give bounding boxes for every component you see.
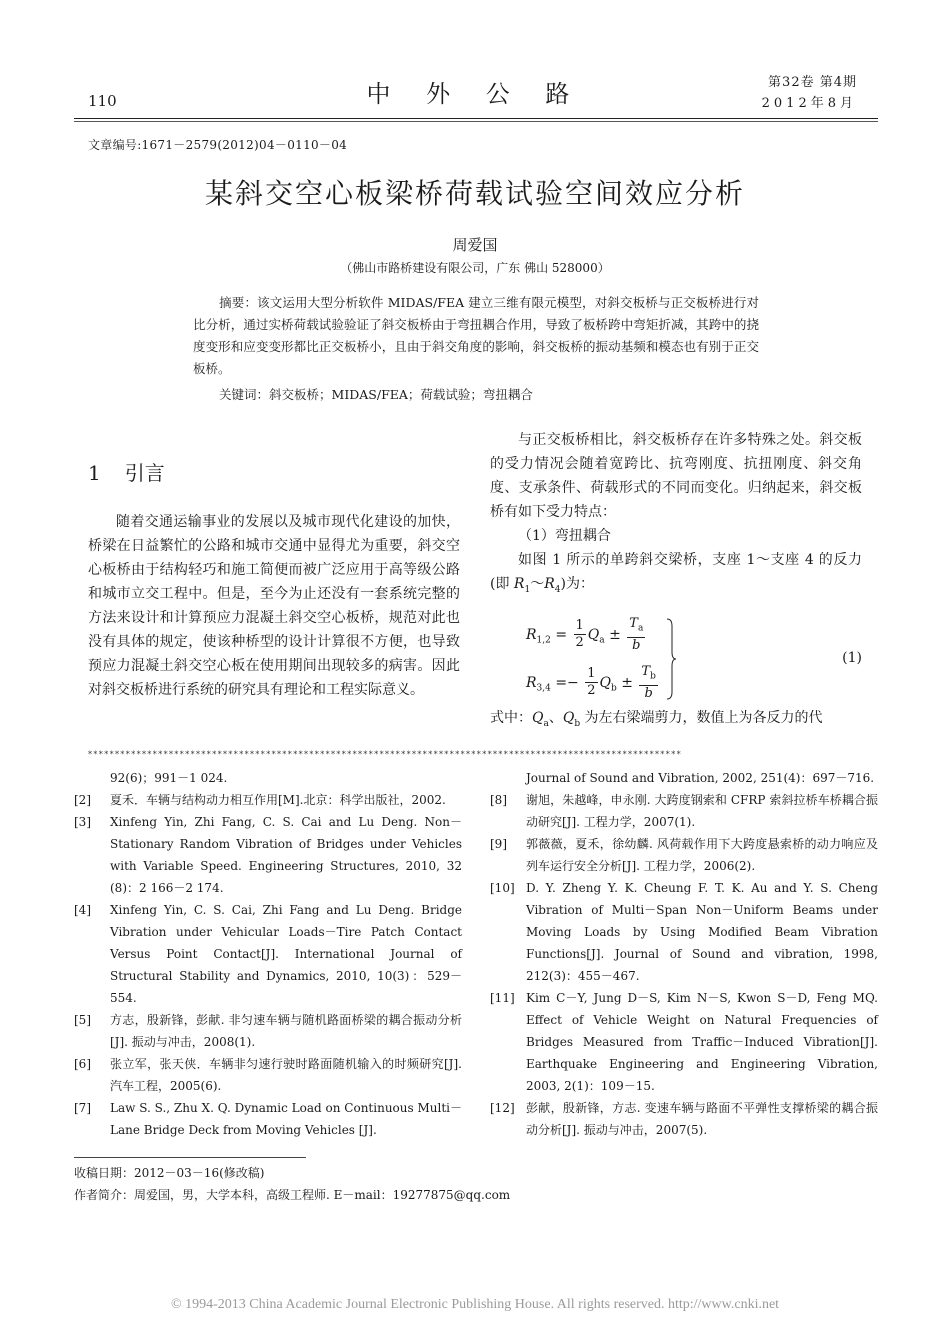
p2-tilde: ～ bbox=[530, 576, 545, 592]
equation-number: (1) bbox=[842, 650, 862, 666]
ref-text: 彭献，殷新锋，方志. 变速车辆与路面不平弹性支撑桥梁的耦合振动分析[J]. 振动与冲击，2007(5). bbox=[526, 1101, 878, 1137]
eq-tb: T bbox=[641, 664, 651, 679]
volume-issue: 第32卷 第4期 bbox=[768, 75, 857, 90]
eq-r34-sub: 3,4 bbox=[536, 683, 551, 694]
after-qb: Q bbox=[562, 710, 575, 726]
subheading-coupling: （1）弯扭耦合 bbox=[518, 528, 611, 544]
reference-item bbox=[490, 833, 878, 877]
eq-tb-sub: b bbox=[650, 671, 656, 682]
equation-line-1 bbox=[526, 616, 647, 654]
reference-item bbox=[74, 1009, 462, 1053]
author-name: 周爱国 bbox=[452, 236, 498, 254]
issue-date: 2012年8月 bbox=[761, 96, 857, 111]
frac-num: 1 bbox=[575, 618, 584, 634]
reference-item bbox=[74, 811, 462, 899]
received-date: 收稿日期：2012－03－16(修改稿) bbox=[74, 1166, 265, 1180]
reference-item bbox=[74, 1053, 462, 1097]
intro-text: 随着交通运输事业的发展以及城市现代化建设的加快，桥梁在日益繁忙的公路和城市交通中显得尤为重要，斜交空心板桥由于结构轻巧和施工简便而被广泛应用于高等级公路和城市立交工程中。但是，至今为止还没有一套系统完整的方法来设计和计算预应力混凝土斜交空心板桥，规范对此也没有具体的规定，使该种桥型的设计计算很不方便，也导致预应力混凝土斜交空心板在使用期间出现较多的病害。因此对斜交板桥进行系统的研究具有理论和工程实际意义。 bbox=[88, 514, 460, 698]
ref-number: [4] bbox=[74, 903, 91, 917]
reference-item bbox=[74, 1097, 462, 1141]
article-number: 文章编号:1671－2579(2012)04－0110－04 bbox=[88, 138, 348, 152]
ref-text: Kim C－Y, Jung D－S, Kim N－S, Kwon S－D, Feng MQ. Effect of Vehicle Weight on Natural Frequencies of Bridges Measured from Traffic－Induced Vibration[J]. Earthquake Engineering and Engineering Vibration, 2003, 2(1)：109－15. bbox=[526, 991, 878, 1093]
keywords-label: 关键词： bbox=[219, 387, 270, 402]
section-number: 1 bbox=[88, 461, 101, 485]
reference-item bbox=[74, 789, 462, 811]
eq-plusminus: ± bbox=[609, 626, 621, 643]
ref-number: [6] bbox=[74, 1057, 91, 1071]
journal-name: 中 外 公 路 bbox=[366, 80, 584, 108]
volume-info bbox=[762, 72, 857, 114]
frac-den: 2 bbox=[575, 635, 584, 651]
eq-equals-minus: =− bbox=[555, 674, 579, 691]
eq-qa: Q bbox=[587, 626, 600, 643]
keywords bbox=[193, 384, 759, 406]
frac-tb bbox=[639, 664, 657, 686]
after-qa: Q bbox=[532, 710, 544, 726]
p2-r1: R bbox=[513, 576, 525, 592]
right-brace-icon bbox=[666, 618, 676, 700]
reference-item bbox=[490, 987, 878, 1097]
keywords-text: 斜交板桥；MIDAS/FEA；荷载试验；弯扭耦合 bbox=[269, 387, 533, 402]
abstract bbox=[193, 292, 759, 380]
section-title: 引言 bbox=[124, 461, 165, 485]
reference-item bbox=[490, 877, 878, 987]
after-text-b: 为左右梁端剪力，数值上为各反力的代 bbox=[580, 710, 823, 726]
p2-r4-sub: 4 bbox=[554, 584, 561, 595]
frac-ta-b bbox=[627, 616, 645, 654]
ref-number: [12] bbox=[490, 1101, 515, 1115]
ref-number: [10] bbox=[490, 881, 515, 895]
ref-text: Xinfeng Yin, C. S. Cai, Zhi Fang and Lu Deng. Bridge Vibration under Vehicular Loads－Tire Patch Contact Versus Point Contact[J]. International Journal of Structural Stability and Dynamics, 2010, 10(3)：529－554. bbox=[110, 903, 462, 1005]
ref-number: [8] bbox=[490, 793, 507, 807]
footnote-rule bbox=[74, 1157, 306, 1158]
ref-text: Law S. S., Zhu X. Q. Dynamic Load on Continuous Multi－Lane Bridge Deck from Moving Vehicles [J]. bbox=[110, 1101, 462, 1137]
after-sep: 、 bbox=[548, 710, 563, 726]
reference-item bbox=[490, 1097, 878, 1141]
after-qa-sub: a bbox=[543, 718, 549, 729]
formula-explanation bbox=[490, 706, 862, 736]
ref-number: [11] bbox=[490, 991, 515, 1005]
ref-text: 郭薇薇，夏禾，徐幼麟. 风荷载作用下大跨度悬索桥的动力响应及列车运行安全分析[J]. 工程力学，2006(2). bbox=[526, 837, 878, 873]
right-paragraph-2 bbox=[490, 548, 862, 602]
ref-text: 张立军，张天侠．车辆非匀速行驶时路面随机输入的时频研究[J]. 汽车工程，2005(6). bbox=[110, 1057, 462, 1093]
reference-item bbox=[74, 899, 462, 1009]
equation-line-2 bbox=[526, 664, 660, 702]
footnotes bbox=[74, 1162, 510, 1206]
after-qb-sub: b bbox=[574, 718, 581, 729]
eq-ta-sub: a bbox=[637, 623, 644, 634]
eq-plusminus-2: ± bbox=[621, 674, 633, 691]
eq-r34: R bbox=[526, 674, 537, 691]
eq-equals: = bbox=[555, 626, 568, 643]
equation-1 bbox=[490, 614, 862, 706]
frac-half bbox=[574, 618, 586, 651]
frac-b: b bbox=[632, 637, 641, 653]
reference-continuation: Journal of Sound and Vibration, 2002, 251(4)：697－716. bbox=[526, 771, 875, 785]
eq-qa-sub: a bbox=[599, 635, 605, 646]
reference-item bbox=[490, 789, 878, 833]
frac-den-2: 2 bbox=[587, 683, 596, 699]
copyright-notice: © 1994-2013 China Academic Journal Electronic Publishing House. All rights reserved. http://www.cnki.net bbox=[170, 1297, 780, 1312]
references-left bbox=[74, 767, 462, 1141]
eq-qb: Q bbox=[599, 674, 612, 691]
p2-text-a: 如图 1 所示的单跨斜交梁桥，支座 1～支座 4 的反力(即 bbox=[490, 552, 862, 592]
references-right bbox=[490, 767, 878, 1141]
ref-number: [9] bbox=[490, 837, 507, 851]
author-bio: 作者简介：周爱国，男，大学本科，高级工程师. E－mail：19277875@qq.com bbox=[74, 1188, 511, 1202]
ref-number: [2] bbox=[74, 793, 91, 807]
abstract-text: 该文运用大型分析软件 MIDAS/FEA 建立三维有限元模型，对斜交板桥与正交板桥进行对比分析，通过实桥荷载试验验证了斜交板桥由于弯扭耦合作用，导致了板桥跨中弯矩折减，其跨中的挠度变形和应变变形都比正交板桥小，且由于斜交角度的影响，斜交板桥的振动基频和模态也有别于正交板桥。 bbox=[193, 295, 759, 376]
abstract-label: 摘要： bbox=[219, 295, 258, 310]
article-title: 某斜交空心板梁桥荷载试验空间效应分析 bbox=[204, 177, 745, 210]
ref-number: [3] bbox=[74, 815, 91, 829]
frac-half-2 bbox=[585, 666, 597, 699]
eq-ta: T bbox=[629, 616, 638, 631]
header-rule bbox=[74, 118, 878, 119]
section-separator: ************************************************************************************************************** bbox=[88, 750, 682, 759]
section-heading bbox=[88, 457, 165, 486]
eq-qb-sub: b bbox=[611, 683, 617, 694]
intro-paragraph bbox=[88, 510, 460, 702]
eq-r12: R bbox=[526, 626, 537, 643]
p2-text-b: )为： bbox=[560, 576, 594, 592]
eq-r12-sub: 1,2 bbox=[536, 635, 551, 646]
ref-text: 谢旭，朱越峰，申永刚. 大跨度钢索和 CFRP 索斜拉桥车桥耦合振动研究[J]. 工程力学，2007(1). bbox=[526, 793, 878, 829]
ref-number: [7] bbox=[74, 1101, 91, 1115]
frac-b-2: b bbox=[644, 685, 653, 701]
right-column bbox=[490, 428, 862, 602]
p2-r4: R bbox=[544, 576, 555, 592]
ref-text: Xinfeng Yin, Zhi Fang, C. S. Cai and Lu Deng. Non－Stationary Random Vibration of Bridges under Vehicles with Variable Speed. Engineering Structures, 2010, 32 (8)：2 166－2 174. bbox=[110, 815, 462, 895]
header-rule-thin bbox=[74, 121, 878, 122]
right-paragraph-1: 与正交板桥相比，斜交板桥存在许多特殊之处。斜交板的受力情况会随着宽跨比、抗弯刚度、抗扭刚度、斜交角度、支承条件、荷载形式的不同而变化。归纳起来，斜交板桥有如下受力特点： bbox=[490, 432, 862, 520]
author-affiliation: （佛山市路桥建设有限公司，广东 佛山 528000） bbox=[340, 261, 610, 275]
p2-r1-sub: 1 bbox=[524, 584, 531, 595]
frac-tb-b bbox=[639, 664, 657, 702]
ref-number: [5] bbox=[74, 1013, 91, 1027]
ref-text: 方志，殷新锋，彭献. 非匀速车辆与随机路面桥梁的耦合振动分析[J]. 振动与冲击，2008(1). bbox=[110, 1013, 462, 1049]
reference-continuation: 92(6)；991－1 024. bbox=[110, 771, 228, 785]
after-text-a: 式中： bbox=[490, 710, 532, 726]
frac-num-2: 1 bbox=[587, 666, 596, 682]
page-number: 110 bbox=[88, 92, 117, 110]
ref-text: D. Y. Zheng Y. K. Cheung F. T. K. Au and Y. S. Cheng Vibration of Multi－Span Non－Uniform Beams under Moving Loads by Using Modified Beam Vibration Functions[J]. Journal of Sound and vibration, 1998, 212(3)：455－467. bbox=[526, 881, 878, 983]
ref-text: 夏禾．车辆与结构动力相互作用[M].北京：科学出版社，2002. bbox=[110, 793, 446, 807]
frac-ta bbox=[627, 616, 645, 638]
